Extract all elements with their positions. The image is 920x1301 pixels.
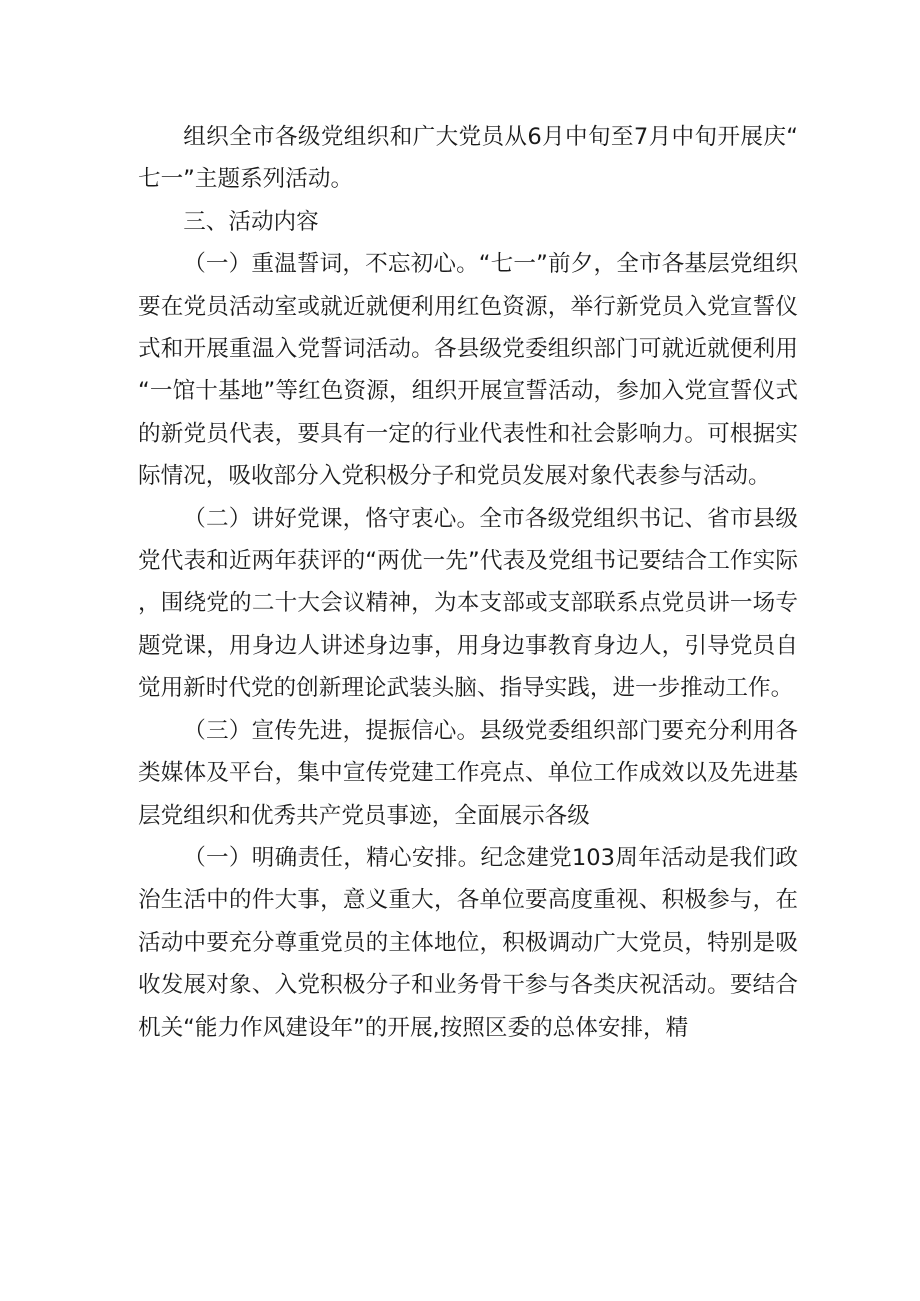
- paragraph-responsibility: （一）明确责任，精心安排。纪念建党103周年活动是我们政治生活中的件大事，意义重大，各单位要高度重视、积极参与，在活动中要充分尊重党员的主体地位，积极调动广大党员，特别是吸收发展对象、入党积极分子和业务骨干参与各类庆祝活动。要结合机关“能力作风建设年”的开展,按照区委的总体安排，精: [138, 844, 798, 1041]
- paragraph-publicity: （三）宣传先进，提振信心。县级党委组织部门要充分利用各类媒体及平台，集中宣传党建工作亮点、单位工作成效以及先进基层党组织和优秀共产党员事迹，全面展示各级: [138, 717, 798, 829]
- paragraph-party-lecture: （二）讲好党课，恪守衷心。全市各级党组织书记、省市县级党代表和近两年获评的“两优一先”代表及党组书记要结合工作实际，围绕党的二十大会议精神，为本支部或支部联系点党员讲一场专题党课，用身边人讲述身边事，用身边事教育身边人，引导党员自觉用新时代党的创新理论武装头脑、指导实践，进一步推动工作。: [138, 505, 798, 702]
- document-body: [138, 116, 798, 1049]
- paragraph-intro: 组织全市各级党组织和广大党员从6月中旬至7月中旬开展庆“七一”主题系列活动。: [138, 124, 798, 193]
- paragraph-oath: （一）重温誓词，不忘初心。“七一”前夕，全市各基层党组织要在党员活动室或就近就便利用红色资源，举行新党员入党宣誓仪式和开展重温入党誓词活动。各县级党委组织部门可就近就便利用“一馆十基地”等红色资源，组织开展宣誓活动，参加入党宣誓仪式的新党员代表，要具有一定的行业代表性和社会影响力。可根据实际情况，吸收部分入党积极分子和党员发展对象代表参与活动。: [138, 251, 798, 490]
- section-heading-activity-content: 三、活动内容: [183, 208, 319, 235]
